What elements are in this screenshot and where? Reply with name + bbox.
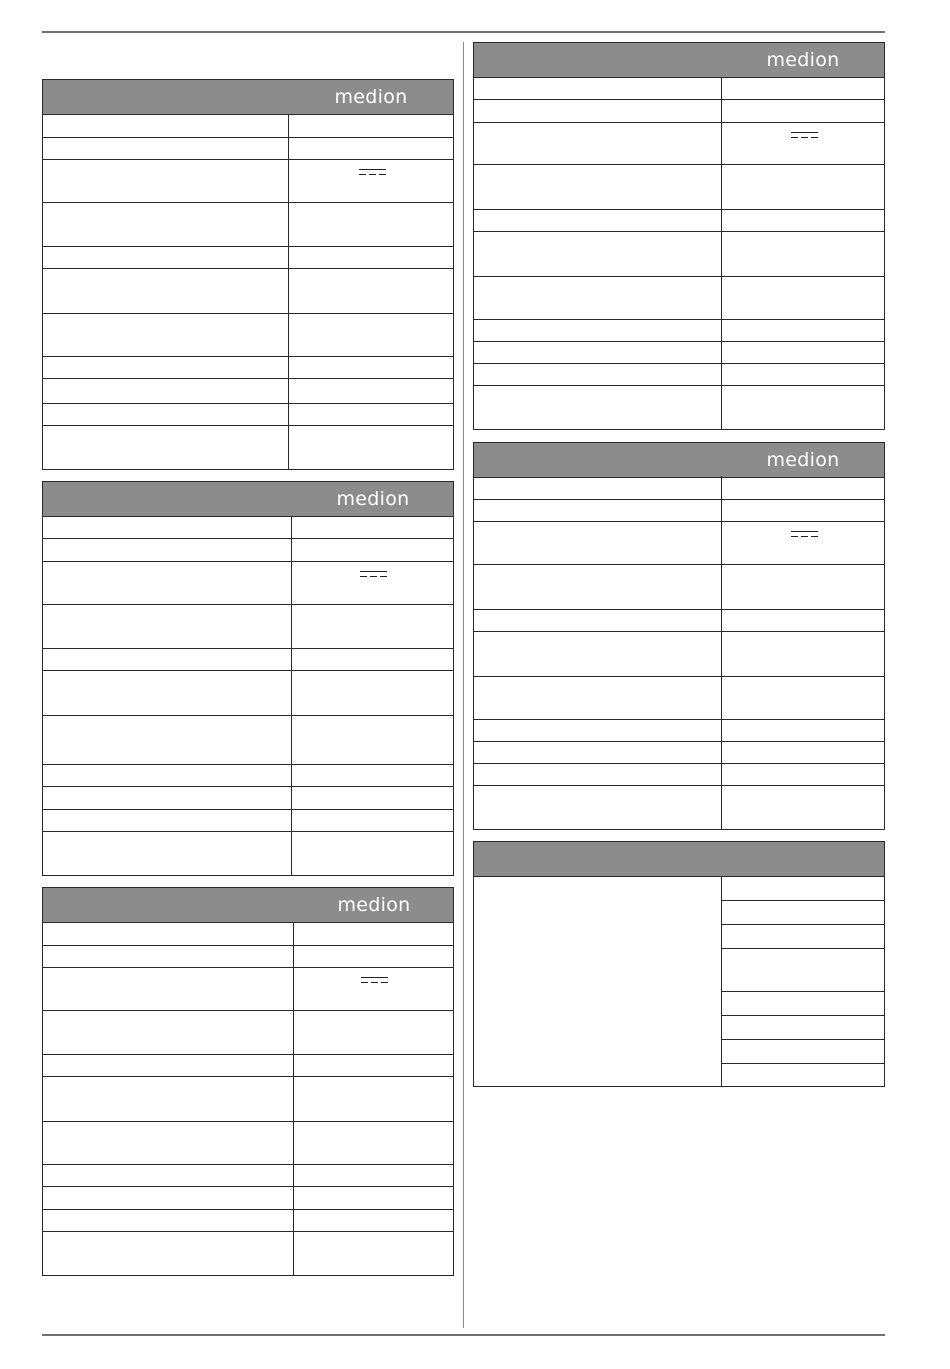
table-row <box>474 719 884 720</box>
table-row <box>474 631 884 632</box>
table-row <box>43 1010 453 1011</box>
table-row <box>474 363 884 364</box>
table-row <box>43 561 453 562</box>
table-row <box>474 785 884 786</box>
table-row <box>43 202 453 203</box>
table-header <box>43 482 453 517</box>
table-row <box>474 763 884 764</box>
spec-table-5 <box>473 442 885 830</box>
table-row <box>43 356 453 357</box>
top-rule <box>42 31 885 33</box>
table-header <box>43 888 453 923</box>
spec-table-1 <box>42 79 454 470</box>
table-row <box>43 137 453 138</box>
table-row <box>43 1076 453 1077</box>
table-row <box>474 164 884 165</box>
table-row <box>474 521 884 522</box>
table-row <box>43 1209 453 1210</box>
direct-current-icon <box>791 132 818 142</box>
table-row <box>474 231 884 232</box>
table-row <box>474 385 884 386</box>
column-split <box>293 922 294 1276</box>
table-row <box>721 1015 884 1016</box>
column-divider <box>463 42 464 1328</box>
direct-current-icon <box>791 531 818 541</box>
direct-current-icon <box>359 169 386 179</box>
table-row <box>43 313 453 314</box>
table-row <box>474 209 884 210</box>
column-split <box>288 114 289 470</box>
table-row <box>474 341 884 342</box>
direct-current-icon <box>361 977 388 987</box>
table-row <box>43 403 453 404</box>
table-header <box>474 43 884 78</box>
table-row <box>721 991 884 992</box>
column-split <box>721 476 722 830</box>
table-row <box>43 268 453 269</box>
column-split <box>721 877 722 1087</box>
table-header <box>474 443 884 478</box>
table-row <box>43 715 453 716</box>
table-row <box>474 564 884 565</box>
table-row <box>43 378 453 379</box>
table-row <box>474 122 884 123</box>
table-header <box>43 80 453 115</box>
column-split <box>291 516 292 876</box>
spec-table-4 <box>473 42 885 430</box>
spec-table-6 <box>473 841 885 1087</box>
table-row <box>721 1039 884 1040</box>
spec-table-2 <box>42 481 454 876</box>
bottom-rule <box>42 1334 885 1336</box>
table-row <box>43 831 453 832</box>
table-row <box>474 99 884 100</box>
table-header <box>474 842 884 877</box>
direct-current-icon <box>360 571 387 581</box>
medion-logo: medion <box>766 449 840 471</box>
table-row <box>43 764 453 765</box>
table-row <box>43 425 453 426</box>
table-row <box>474 741 884 742</box>
table-row <box>43 670 453 671</box>
table-row <box>43 1186 453 1187</box>
table-row <box>474 499 884 500</box>
table-row <box>43 1054 453 1055</box>
medion-logo: medion <box>334 86 408 108</box>
table-row <box>474 609 884 610</box>
table-row <box>43 967 453 968</box>
spec-table-3 <box>42 887 454 1276</box>
table-row <box>721 924 884 925</box>
table-row <box>721 900 884 901</box>
medion-logo: medion <box>337 894 411 916</box>
table-row <box>474 676 884 677</box>
table-row <box>43 786 453 787</box>
table-row <box>43 159 453 160</box>
table-row <box>43 1121 453 1122</box>
column-split <box>721 77 722 430</box>
table-row <box>721 948 884 949</box>
table-row <box>43 1231 453 1232</box>
table-row <box>43 648 453 649</box>
table-row <box>43 809 453 810</box>
table-row <box>43 945 453 946</box>
table-row <box>721 1063 884 1064</box>
table-row <box>43 604 453 605</box>
medion-logo: medion <box>336 488 410 510</box>
table-row <box>43 1164 453 1165</box>
table-row <box>43 246 453 247</box>
medion-logo: medion <box>766 49 840 71</box>
table-row <box>474 319 884 320</box>
table-row <box>474 276 884 277</box>
table-row <box>43 538 453 539</box>
